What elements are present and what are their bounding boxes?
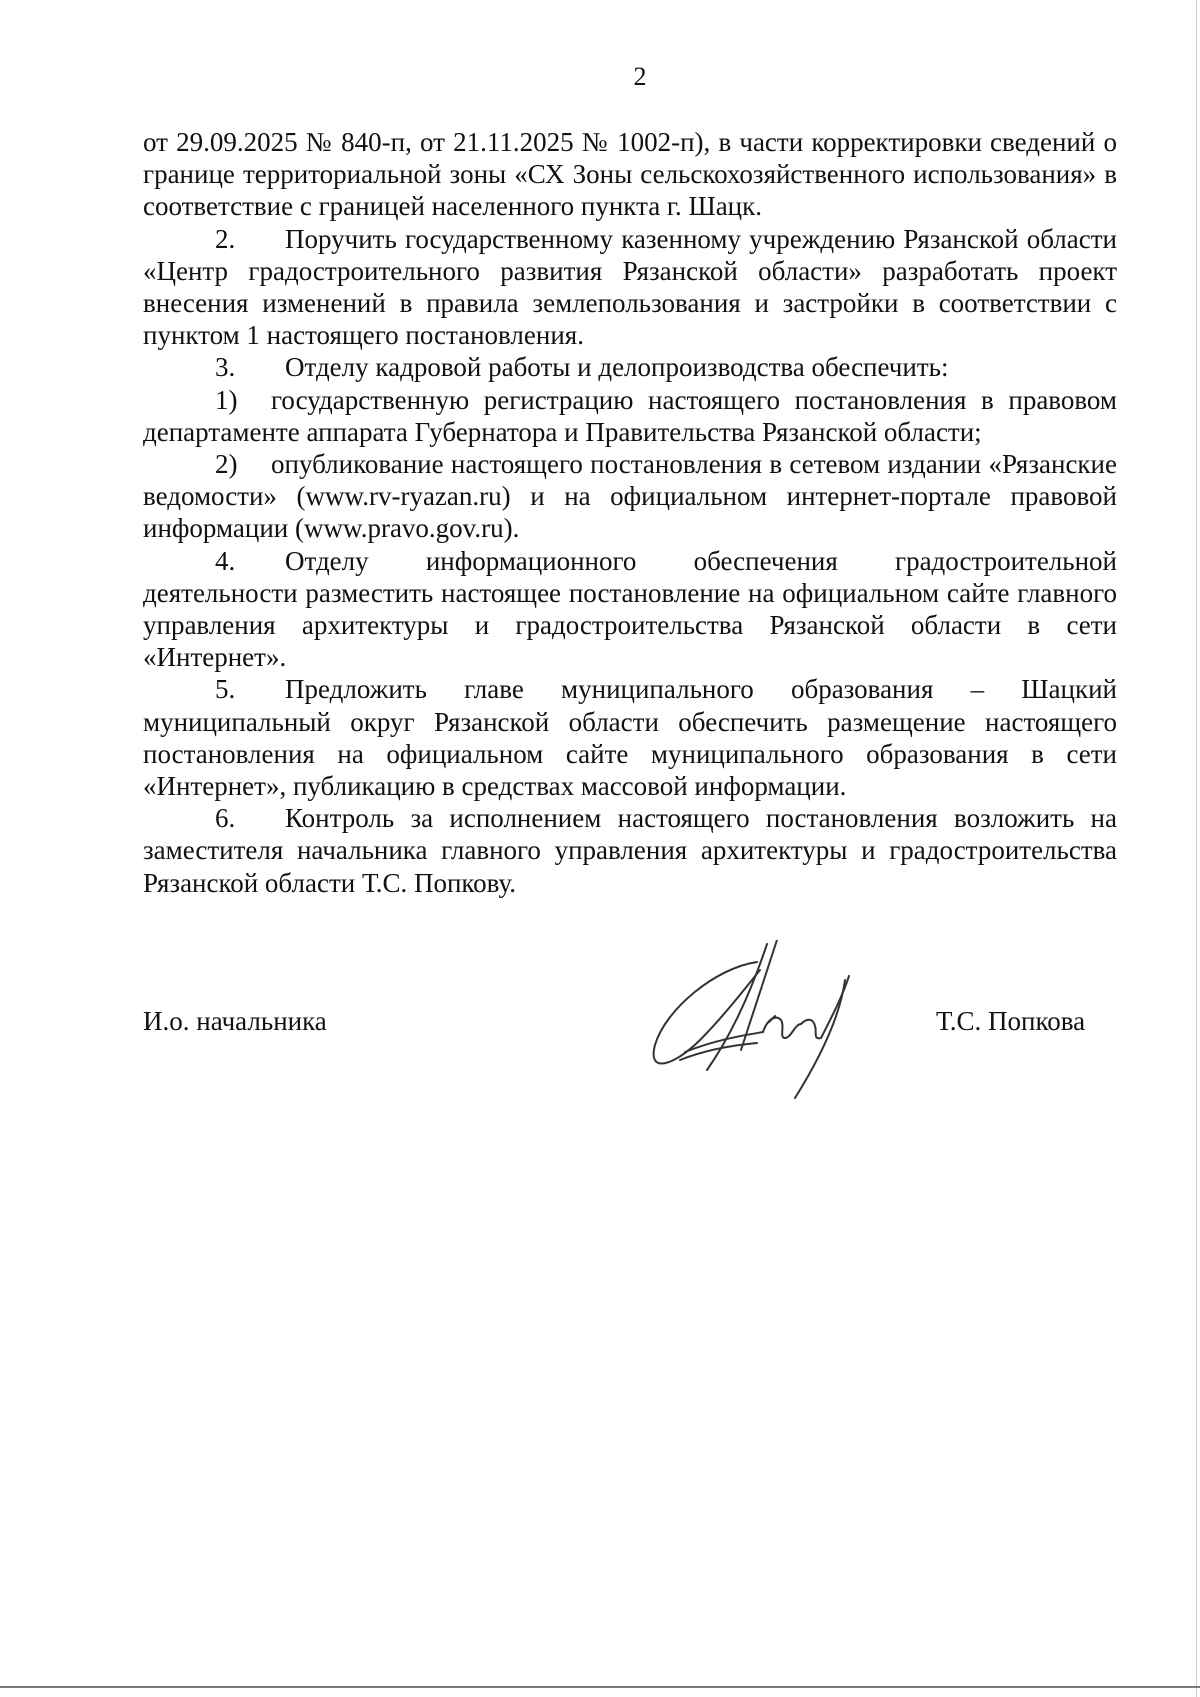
item-text: Контроль за исполнением настоящего постановления возложить на заместителя начальника главного управления архитектуры и градостроительства Рязанской области Т.С. Попкову. (143, 803, 1117, 898)
paragraph-item-4 (143, 545, 1117, 674)
item-number: 6. (215, 803, 236, 834)
item-text: Предложить главе муниципального образования – Шацкий муниципальный округ Рязанской области обеспечить размещение настоящего постановления на официальном сайте муниципального образования в сети «Интернет», публикацию в средствах массовой информации. (143, 674, 1117, 802)
paragraph-item-6 (143, 802, 1117, 899)
signature-icon (645, 940, 875, 1100)
subitem-number: 1) (215, 384, 238, 415)
item-text: Поручить государственному казенному учреждению Рязанской области «Центр градостроительного развития Рязанской области» разработать проект внесения изменений в правила землепользования и застройки в соответствии с пунктом 1 настоящего постановления. (143, 223, 1117, 351)
item-number: 5. (215, 674, 236, 705)
subitem-text: государственную регистрацию настоящего постановления в правовом департаменте аппарата Губернатора и Правительства Рязанской области; (143, 384, 1117, 447)
item-number: 4. (215, 545, 236, 576)
item-number: 2. (215, 223, 236, 254)
subitem-number: 2) (215, 449, 238, 480)
signer-position: И.о. начальника (143, 1006, 327, 1036)
scan-edge-right (1196, 0, 1197, 1697)
paragraph-item-5 (143, 673, 1117, 802)
item-number: 3. (215, 352, 236, 383)
paragraph-item-2 (143, 223, 1117, 352)
item-text: Отделу информационного обеспечения градостроительной деятельности разместить настоящее постановление на официальном сайте главного управления архитектуры и градостроительства Рязанской области в сети «Интернет». (143, 545, 1117, 673)
scan-edge-bottom (0, 1686, 1200, 1688)
paragraph-subitem-3-1 (143, 384, 1117, 448)
item-text: Отделу кадровой работы и делопроизводства обеспечить: (285, 352, 949, 383)
paragraph-item-3 (143, 351, 1117, 383)
paragraph-subitem-3-2 (143, 448, 1117, 545)
subitem-text: опубликование настоящего постановления в сетевом издании «Рязанские ведомости» (www.rv-ryazan.ru) и на официальном интернет-портале правовой информации (www.pravo.gov.ru). (143, 449, 1117, 544)
document-body (143, 126, 1117, 899)
signer-name: Т.С. Попкова (936, 1006, 1086, 1036)
page-number: 2 (633, 62, 647, 91)
paragraph-continuation: от 29.09.2025 № 840-п, от 21.11.2025 № 1002-п), в части корректировки сведений о границе территориальной зоны «СХ Зоны сельскохозяйственного использования» в соответствие с границей населенного пункта г. Шацк. (143, 127, 1117, 222)
